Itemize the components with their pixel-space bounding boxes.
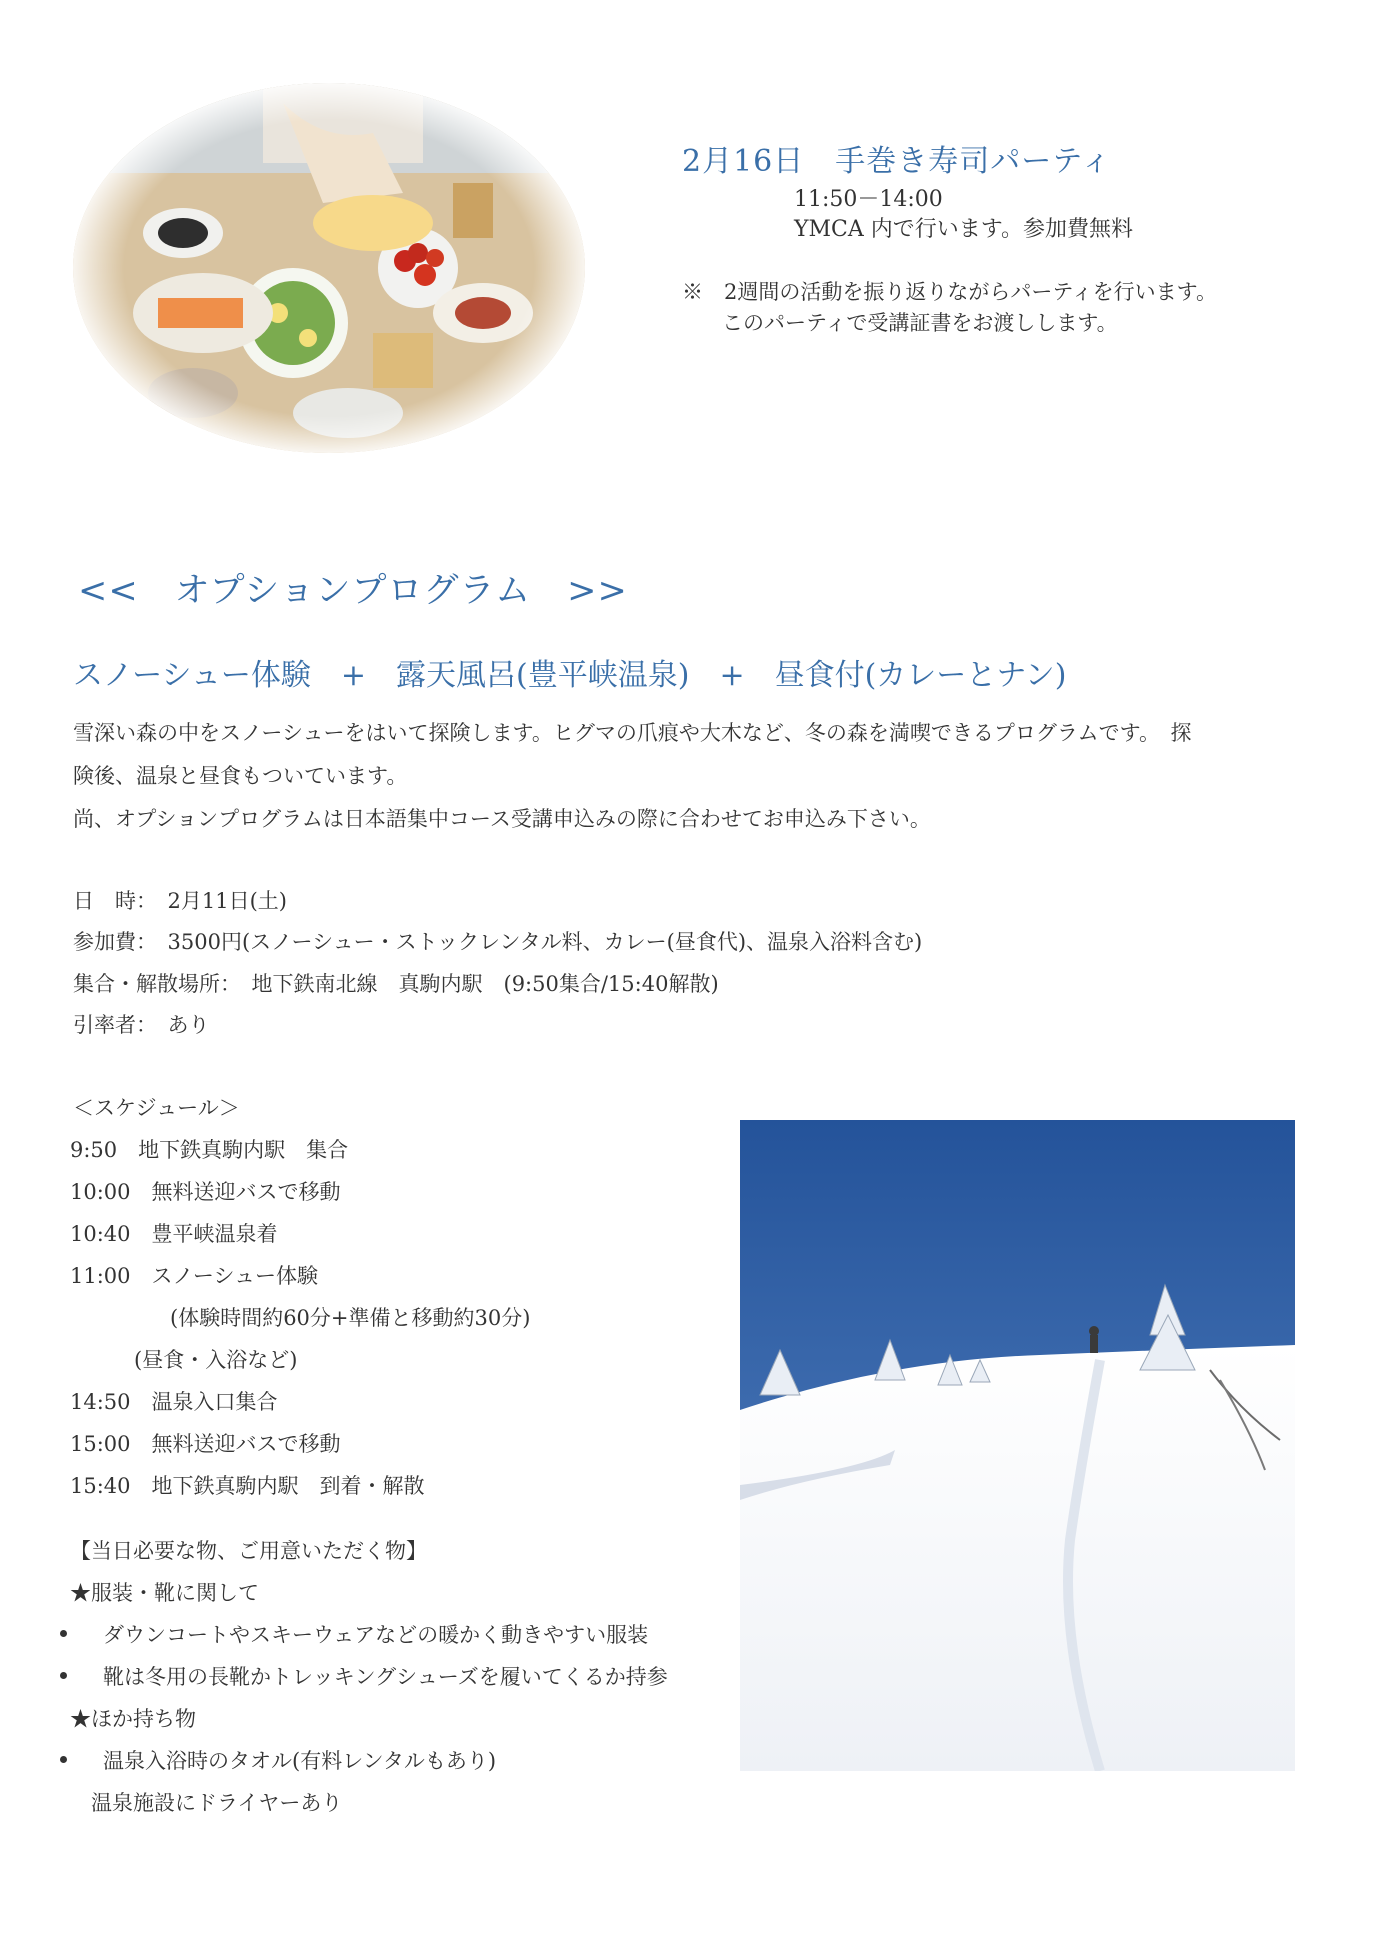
clothing-item: ダウンコートやスキーウェアなどの暖かく動きやすい服装 [103, 1619, 648, 1649]
schedule-item: 15:00 無料送迎バスで移動 [70, 1432, 341, 1456]
option-heading: << オプションプログラム >> [78, 571, 628, 611]
info-meeting: 集合・解散場所： 地下鉄南北線 真駒内駅 (9:50集合/15:40解散) [73, 972, 719, 996]
schedule-heading: ＜スケジュール＞ [73, 1096, 240, 1120]
snowshoe-photo [740, 1120, 1295, 1771]
option-subheading: スノーシュー体験 + 露天風呂(豊平峡温泉) + 昼食付(カレーとナン) [73, 658, 1067, 693]
party-title: 2月16日 手巻き寿司パーティ [682, 144, 1112, 179]
other-items-heading: ★ほか持ち物 [70, 1707, 196, 1731]
clothing-heading: ★服装・靴に関して [70, 1581, 259, 1605]
party-note-2: このパーティで受講証書をお渡しします。 [722, 311, 1118, 335]
party-time: 11:50－14:00 [794, 187, 943, 212]
option-desc-line-1: 雪深い森の中をスノーシューをはいて探険します。ヒグマの爪痕や大木など、冬の森を満喫できるプログラムです。 探 [73, 721, 1192, 745]
schedule-item: 14:50 温泉入口集合 [70, 1390, 278, 1414]
info-fee: 参加費： 3500円(スノーシュー・ストックレンタル料、カレー(昼食代)、温泉入浴料含む) [73, 930, 923, 954]
info-date: 日 時： 2月11日(土) [73, 889, 287, 913]
schedule-item: 11:00 スノーシュー体験 [70, 1264, 319, 1288]
needs-heading: 【当日必要な物、ご用意いただく物】 [70, 1539, 427, 1563]
schedule-item: (体験時間約60分+準備と移動約30分) [170, 1306, 531, 1330]
option-desc-line-3: 尚、オプションプログラムは日本語集中コース受講申込みの際に合わせてお申込み下さい。 [73, 807, 931, 831]
party-note-1: ※ 2週間の活動を振り返りながらパーティを行います。 [682, 280, 1217, 304]
schedule-item: 15:40 地下鉄真駒内駅 到着・解散 [70, 1474, 425, 1498]
clothing-item: 靴は冬用の長靴かトレッキングシューズを履いてくるか持参 [103, 1661, 668, 1691]
schedule-item: (昼食・入浴など) [134, 1348, 298, 1372]
schedule-item: 10:00 無料送迎バスで移動 [70, 1180, 341, 1204]
info-leader: 引率者： あり [73, 1013, 210, 1037]
option-description [73, 712, 1313, 841]
sushi-party-photo [73, 83, 585, 453]
other-note: 温泉施設にドライヤーあり [91, 1791, 343, 1815]
party-place: YMCA 内で行います。参加費無料 [794, 217, 1134, 242]
other-item: 温泉入浴時のタオル(有料レンタルもあり) [103, 1745, 496, 1775]
option-desc-line-2: 険後、温泉と昼食もついています。 [73, 764, 408, 788]
schedule-item: 10:40 豊平峡温泉着 [70, 1222, 278, 1246]
schedule-item: 9:50 地下鉄真駒内駅 集合 [70, 1138, 349, 1162]
